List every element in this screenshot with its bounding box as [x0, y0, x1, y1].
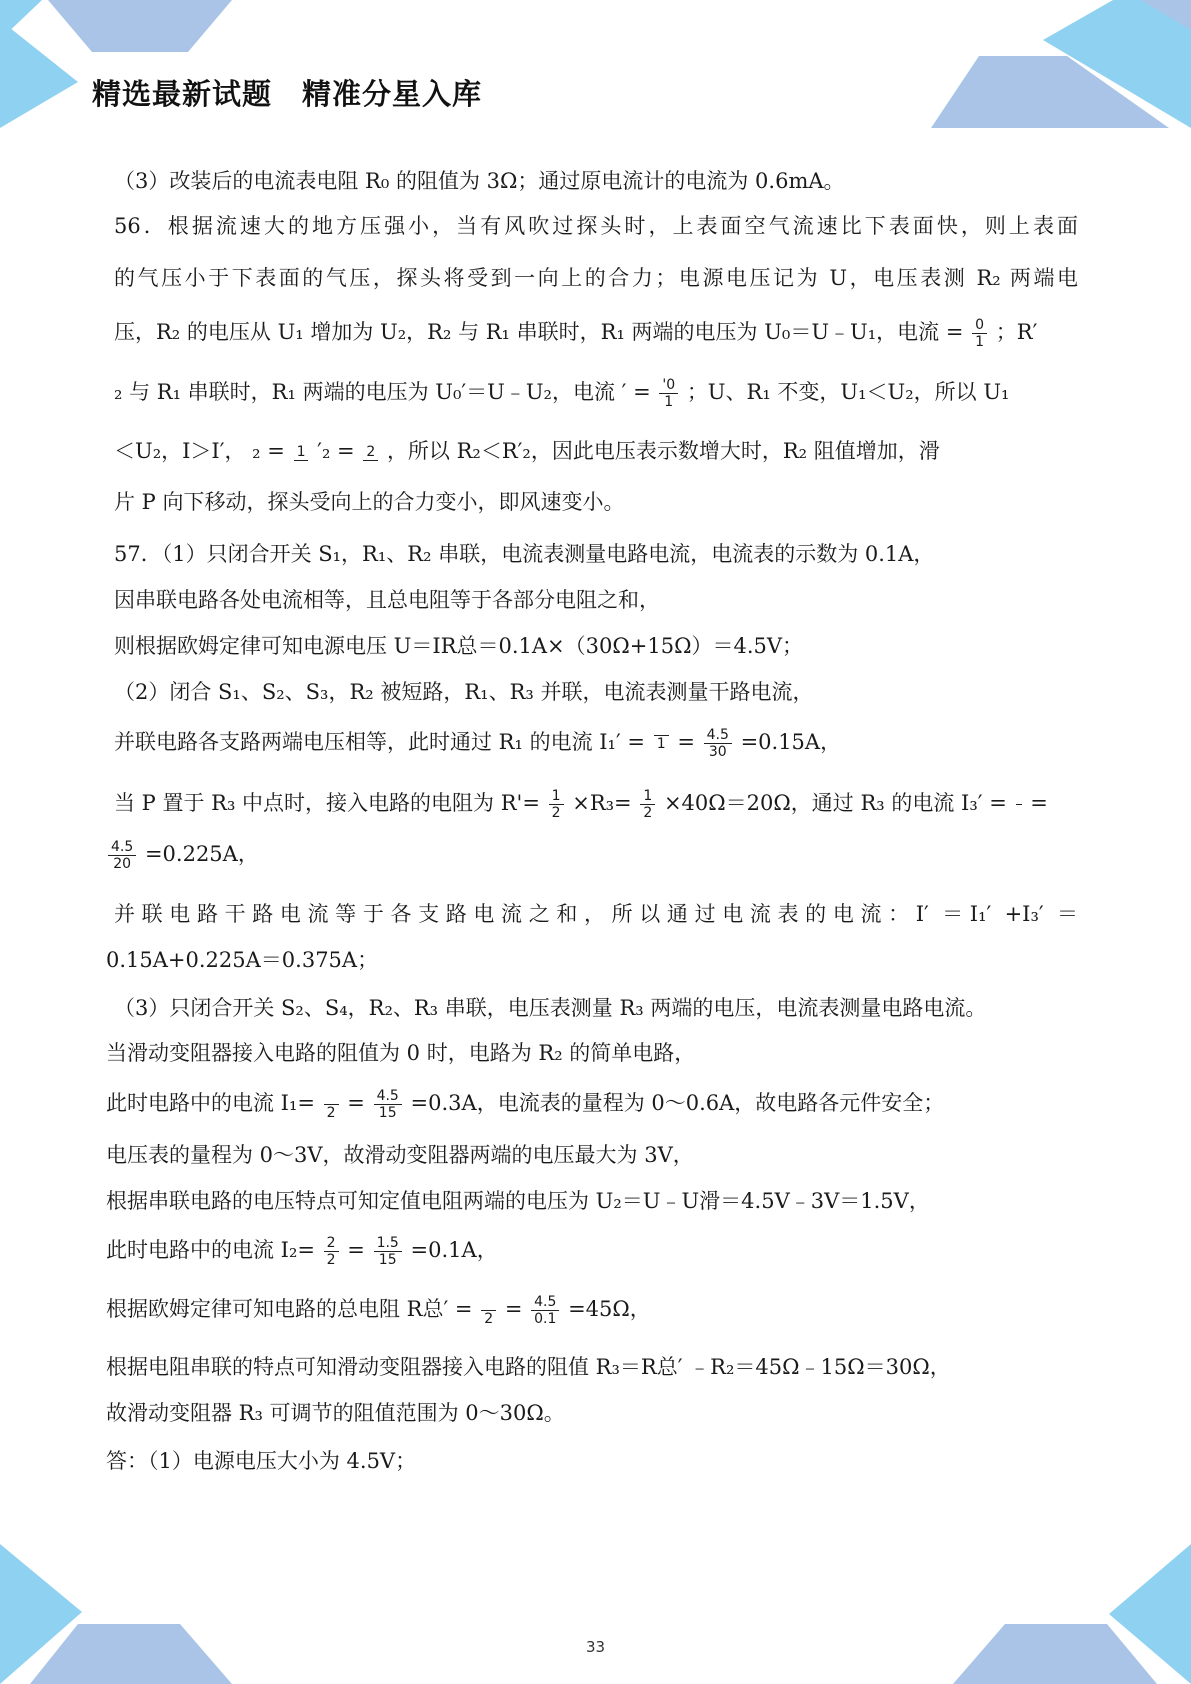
text-segment: =45Ω， [568, 1297, 651, 1321]
numerator: 1 [294, 444, 309, 461]
fraction [549, 788, 564, 821]
fraction [1016, 788, 1022, 821]
top-right-decoration [931, 0, 1191, 135]
text-line [114, 317, 1037, 350]
text-segment: ×40Ω＝20Ω，通过 R₃ 的电流 I₃′ = [663, 791, 1007, 815]
text-segment: ′₂ = [317, 439, 355, 463]
text-line: 57．（1）只闭合开关 S₁，R₁、R₂ 串联，电流表测量电路电流，电流表的示数为 0.1A， [114, 542, 935, 566]
text-segment: ＜U₂，I＞I′， [114, 439, 246, 463]
text-line: （3）改装后的电流表电阻 R₀ 的阻值为 3Ω；通过原电流计的电流为 0.6mA。 [114, 169, 845, 193]
bottom-right-decoration [931, 1544, 1191, 1684]
fraction [659, 377, 678, 410]
text-segment: ₂ 与 R₁ 串联时，R₁ 两端的电压为 U₀′＝U﹣U₂，电流 ′ = [114, 380, 651, 404]
bottom-left-decoration [0, 1544, 260, 1684]
text-line: 0.15A+0.225A＝0.375A； [106, 948, 379, 972]
text-line [114, 377, 1009, 410]
text-line: 当滑动变阻器接入电路的阻值为 0 时，电路为 R₂ 的简单电路， [106, 1041, 696, 1065]
numerator [324, 1088, 339, 1105]
fraction [640, 788, 655, 821]
text-line: 答：（1）电源电压大小为 4.5V； [106, 1449, 417, 1473]
text-line [106, 839, 259, 872]
denominator: 2 [326, 1105, 336, 1121]
text-segment: =0.225A， [144, 842, 259, 866]
text-line: 电压表的量程为 0～3V，故滑动变阻器两端的电压最大为 3V， [106, 1143, 694, 1167]
fraction [324, 1235, 339, 1268]
text-segment: =0.3A，电流表的量程为 0～0.6A，故电路各元件安全； [410, 1091, 945, 1115]
denominator: 1 [664, 394, 674, 410]
text-segment: =0.15A， [740, 730, 842, 754]
text-segment: ；R′ [995, 320, 1038, 344]
text-line [114, 788, 1048, 821]
fraction [363, 444, 378, 461]
text-segment: = [347, 1238, 365, 1262]
text-segment: 当 P 置于 R₃ 中点时，接入电路的电阻为 R'= [114, 791, 540, 815]
numerator: 2 [324, 1235, 339, 1252]
text-line [114, 437, 940, 465]
fraction [481, 1294, 496, 1327]
text-segment: ×R₃= [572, 791, 632, 815]
denominator: 1 [975, 334, 985, 350]
text-segment: 此时电路中的电流 I₂= [106, 1238, 315, 1262]
text-line: （2）闭合 S₁、S₂、S₃，R₂ 被短路，R₁、R₃ 并联，电流表测量干路电流， [114, 680, 814, 704]
text-line: 则根据欧姆定律可知电源电压 U＝IR总＝0.1A×（30Ω+15Ω）＝4.5V； [114, 634, 804, 658]
denominator: 1 [656, 736, 666, 752]
text-line: 因串联电路各处电流相等，且总电阻等于各部分电阻之和， [114, 588, 660, 612]
text-line: 故滑动变阻器 R₃ 可调节的阻值范围为 0～30Ω。 [106, 1401, 565, 1425]
page-title: 精选最新试题 精准分星入库 [92, 77, 483, 111]
text-line: 片 P 向下移动，探头受向上的合力变小，即风速变小。 [114, 490, 625, 514]
numerator: 2 [363, 444, 378, 461]
text-segment: 并联电路各支路两端电压相等，此时通过 R₁ 的电流 I₁′ = [114, 730, 646, 754]
fraction [374, 1235, 402, 1268]
fraction [324, 1088, 339, 1121]
fraction [654, 735, 669, 752]
numerator: 4.5 [108, 839, 136, 856]
denominator: 20 [113, 856, 132, 872]
text-segment: 根据欧姆定律可知电路的总电阻 R总′ = [106, 1297, 473, 1321]
numerator: 0 [972, 317, 987, 334]
denominator: 15 [378, 1252, 397, 1268]
numerator: 4.5 [704, 727, 732, 744]
numerator: 1 [640, 788, 655, 805]
text-segment: ₂ = [252, 439, 285, 463]
denominator [1016, 805, 1022, 821]
fraction [374, 1088, 402, 1121]
numerator: 1 [549, 788, 564, 805]
denominator: 0.1 [534, 1311, 557, 1327]
text-line: 根据串联电路的电压特点可知定值电阻两端的电压为 U₂＝U﹣U滑＝4.5V﹣3V＝1.5V， [106, 1189, 930, 1213]
fraction [531, 1294, 559, 1327]
numerator: 4.5 [374, 1088, 402, 1105]
text-segment: = [945, 320, 964, 344]
numerator [481, 1294, 496, 1311]
denominator: 15 [378, 1105, 397, 1121]
fraction [108, 839, 136, 872]
text-segment: = [677, 730, 695, 754]
denominator: 2 [326, 1252, 336, 1268]
numerator: 4.5 [531, 1294, 559, 1311]
fraction [972, 317, 987, 350]
text-line: （3）只闭合开关 S₂、S₄，R₂、R₃ 串联，电压表测量 R₃ 两端的电压，电流表测量电路电流。 [114, 996, 987, 1020]
text-line [114, 727, 841, 760]
text-line: 的气压小于下表面的气压，探头将受到一向上的合力；电源电压记为 U，电压表测 R₂ 两端电 [114, 266, 1078, 290]
denominator: 2 [484, 1311, 494, 1327]
denominator: 30 [708, 744, 727, 760]
text-line [106, 1088, 944, 1121]
denominator: 2 [551, 805, 561, 821]
fraction [294, 444, 309, 461]
text-segment: 此时电路中的电流 I₁= [106, 1091, 315, 1115]
fraction [704, 727, 732, 760]
text-segment: ，所以 R₂＜R′₂，因此电压表示数增大时，R₂ 阻值增加，滑 [386, 439, 940, 463]
text-segment: = [1030, 791, 1048, 815]
numerator [1016, 788, 1022, 805]
numerator: '0 [659, 377, 678, 394]
text-line: 根据电阻串联的特点可知滑动变阻器接入电路的阻值 R₃＝R总′ ﹣R₂＝45Ω﹣15Ω＝30Ω， [106, 1355, 951, 1379]
numerator: 1.5 [374, 1235, 402, 1252]
text-segment: ；U、R₁ 不变，U₁＜U₂，所以 U₁ [686, 380, 1010, 404]
denominator: 2 [643, 805, 653, 821]
page-number: 33 [585, 1638, 606, 1656]
text-segment: =0.1A， [410, 1238, 498, 1262]
text-line: 并联电路干路电流等于各支路电流之和，所以通过电流表的电流：I′ ＝I₁′ +I₃′ ＝ [114, 902, 1078, 926]
text-line [106, 1294, 651, 1327]
text-line: 56．根据流速大的地方压强小，当有风吹过探头时，上表面空气流速比下表面快，则上表面 [114, 214, 1078, 238]
text-segment: = [347, 1091, 365, 1115]
text-segment: 压，R₂ 的电压从 U₁ 增加为 U₂，R₂ 与 R₁ 串联时，R₁ 两端的电压为 U₀＝U﹣U₁，电流 [114, 320, 940, 344]
text-segment: = [504, 1297, 523, 1321]
text-line [106, 1235, 498, 1268]
